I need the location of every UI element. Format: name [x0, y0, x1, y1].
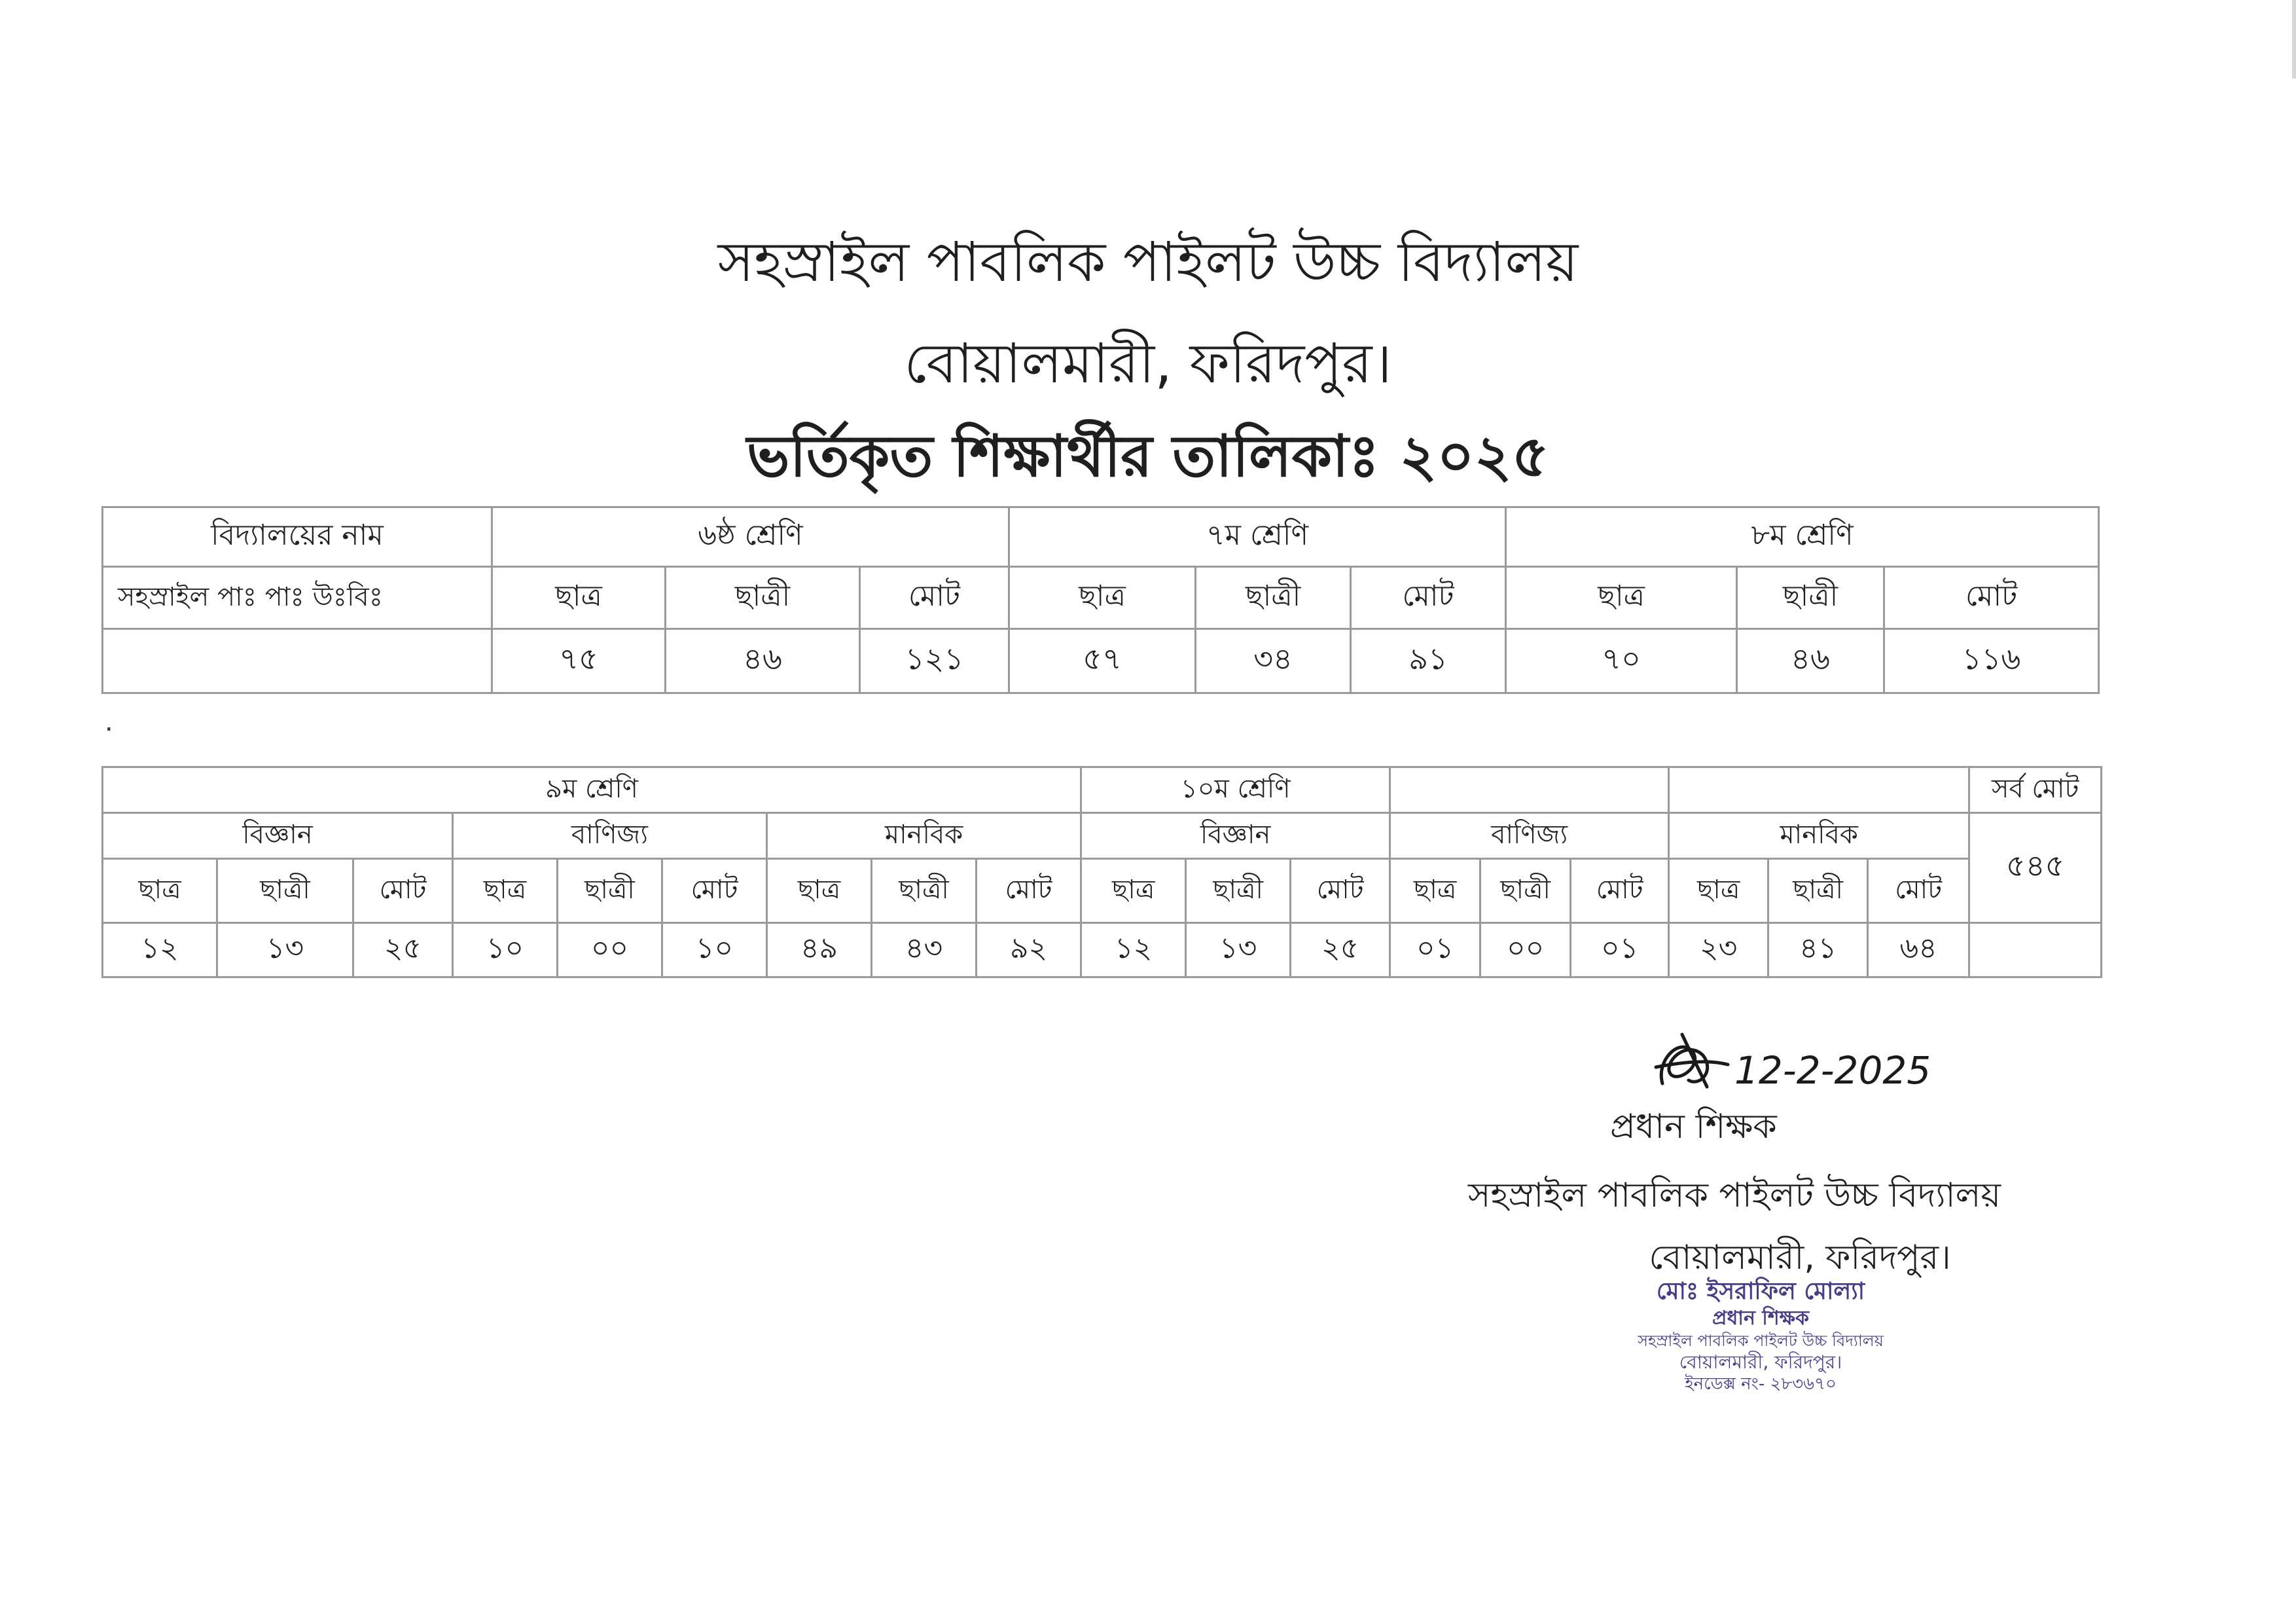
- stray-dot: .: [105, 707, 113, 737]
- class8-boys-header: ছাত্র: [1506, 567, 1737, 629]
- class9-science-total: ২৫: [353, 923, 453, 977]
- empty-header-cell: [1390, 767, 1669, 813]
- sub-header-total: মোট: [353, 859, 453, 923]
- class6-boys: ৭৫: [492, 629, 666, 693]
- class10-commerce-header: বাণিজ্য: [1390, 813, 1669, 859]
- sub-header-total: মোট: [1868, 859, 1969, 923]
- grand-total-value: ৫৪৫: [1969, 813, 2102, 923]
- class6-total: ১২১: [860, 629, 1009, 693]
- class10-commerce-girls: ০০: [1480, 923, 1571, 977]
- sub-header-total: মোট: [1571, 859, 1669, 923]
- sub-header-boys: ছাত্র: [1390, 859, 1480, 923]
- class9-humanities-boys: ৪৯: [767, 923, 872, 977]
- class9-commerce-girls: ০০: [558, 923, 662, 977]
- sub-header-girls: ছাত্রী: [558, 859, 662, 923]
- table2-sub-header-row: [103, 859, 2102, 923]
- class10-science-boys: ১২: [1081, 923, 1186, 977]
- class6-total-header: মোট: [860, 567, 1009, 629]
- class8-total-header: মোট: [1884, 567, 2099, 629]
- sub-header-total: মোট: [662, 859, 767, 923]
- headmaster-stamp: [1505, 1277, 2016, 1395]
- class6-girls-header: ছাত্রী: [666, 567, 860, 629]
- sub-header-boys: ছাত্র: [1081, 859, 1186, 923]
- class7-total: ৯১: [1351, 629, 1506, 693]
- class9-science-header: বিজ্ঞান: [103, 813, 453, 859]
- sub-header-total: মোট: [977, 859, 1081, 923]
- class9-commerce-header: বাণিজ্য: [453, 813, 767, 859]
- svg-text:12-2-2025: 12-2-2025: [1734, 1048, 1931, 1093]
- class6-boys-header: ছাত্র: [492, 567, 666, 629]
- sub-header-boys: ছাত্র: [1669, 859, 1768, 923]
- class9-commerce-total: ১০: [662, 923, 767, 977]
- empty-header-cell: [1669, 767, 1969, 813]
- class9-humanities-total: ৯২: [977, 923, 1081, 977]
- list-title: ভর্তিকৃত শিক্ষার্থীর তালিকাঃ ২০২৫: [747, 422, 1549, 490]
- class7-total-header: মোট: [1351, 567, 1506, 629]
- class8-total: ১১৬: [1884, 629, 2099, 693]
- table1-sub-header-row: [103, 567, 2099, 629]
- class8-header: ৮ম শ্রেণি: [1506, 507, 2099, 567]
- table2-class-header-row: [103, 767, 2102, 813]
- table1-class-header-row: [103, 507, 2099, 567]
- empty-cell: [1969, 923, 2102, 977]
- footer-designation: প্রধান শিক্ষক: [1610, 1107, 1777, 1146]
- class9-humanities-header: মানবিক: [767, 813, 1081, 859]
- class8-boys: ৭০: [1506, 629, 1737, 693]
- class9-header: ৯ম শ্রেণি: [103, 767, 1081, 813]
- stamp-school: সহস্রাইল পাবলিক পাইলট উচ্চ বিদ্যালয়: [1638, 1331, 1884, 1350]
- sub-header-total: মোট: [1291, 859, 1390, 923]
- sub-header-boys: ছাত্র: [453, 859, 558, 923]
- class10-header: ১০ম শ্রেণি: [1081, 767, 1390, 813]
- class6-header: ৬ষ্ঠ শ্রেণি: [492, 507, 1009, 567]
- enrollment-table-9-10: [101, 766, 2102, 978]
- class10-humanities-header: মানবিক: [1669, 813, 1969, 859]
- footer-school: সহস্রাইল পাবলিক পাইলট উচ্চ বিদ্যালয়: [1468, 1176, 2001, 1215]
- footer-location: বোয়ালমারী, ফরিদপুর।: [1649, 1238, 1951, 1277]
- class9-commerce-boys: ১০: [453, 923, 558, 977]
- stamp-location: বোয়ালমারী, ফরিদপুর।: [1679, 1351, 1842, 1373]
- school-title: সহস্রাইল পাবলিক পাইলট উচ্চ বিদ্যালয়: [717, 230, 1579, 294]
- class9-science-girls: ১৩: [217, 923, 353, 977]
- sub-header-girls: ছাত্রী: [872, 859, 977, 923]
- class7-girls-header: ছাত্রী: [1196, 567, 1351, 629]
- class10-science-total: ২৫: [1291, 923, 1390, 977]
- sub-header-boys: ছাত্র: [103, 859, 217, 923]
- headmaster-signature: [1643, 1021, 2009, 1106]
- class9-science-boys: ১২: [103, 923, 217, 977]
- sub-header-boys: ছাত্র: [767, 859, 872, 923]
- class10-humanities-boys: ২৩: [1669, 923, 1768, 977]
- scan-edge: [2292, 0, 2296, 79]
- stamp-name: মোঃ ইসরাফিল মোল্যা: [1656, 1278, 1865, 1305]
- class6-girls: ৪৬: [666, 629, 860, 693]
- class8-girls-header: ছাত্রী: [1737, 567, 1884, 629]
- class7-boys-header: ছাত্র: [1009, 567, 1196, 629]
- grand-total-header: সর্ব মোট: [1969, 767, 2102, 813]
- class9-humanities-girls: ৪৩: [872, 923, 977, 977]
- stamp-index: ইনডেক্স নং- ২৮৩৬৭০: [1685, 1374, 1837, 1394]
- sub-header-girls: ছাত্রী: [1186, 859, 1291, 923]
- school-location: বোয়ালমারী, ফরিদপুর।: [904, 331, 1392, 395]
- school-name-header: বিদ্যালয়ের নাম: [103, 507, 492, 567]
- class10-science-girls: ১৩: [1186, 923, 1291, 977]
- sub-header-girls: ছাত্রী: [1480, 859, 1571, 923]
- school-short-name: সহস্রাইল পাঃ পাঃ উঃবিঃ: [103, 567, 492, 629]
- class7-boys: ৫৭: [1009, 629, 1196, 693]
- class7-header: ৭ম শ্রেণি: [1009, 507, 1506, 567]
- table2-group-header-row: [103, 813, 2102, 859]
- sub-header-girls: ছাত্রী: [217, 859, 353, 923]
- enrollment-table-6-8: [101, 506, 2100, 694]
- table1-values-row: [103, 629, 2099, 693]
- class10-humanities-girls: ৪১: [1768, 923, 1868, 977]
- stamp-designation: প্রধান শিক্ষক: [1712, 1307, 1809, 1330]
- class10-humanities-total: ৬৪: [1868, 923, 1969, 977]
- class8-girls: ৪৬: [1737, 629, 1884, 693]
- class10-commerce-boys: ০১: [1390, 923, 1480, 977]
- empty-cell: [103, 629, 492, 693]
- class10-science-header: বিজ্ঞান: [1081, 813, 1390, 859]
- class7-girls: ৩৪: [1196, 629, 1351, 693]
- table2-values-row: [103, 923, 2102, 977]
- sub-header-girls: ছাত্রী: [1768, 859, 1868, 923]
- class10-commerce-total: ০১: [1571, 923, 1669, 977]
